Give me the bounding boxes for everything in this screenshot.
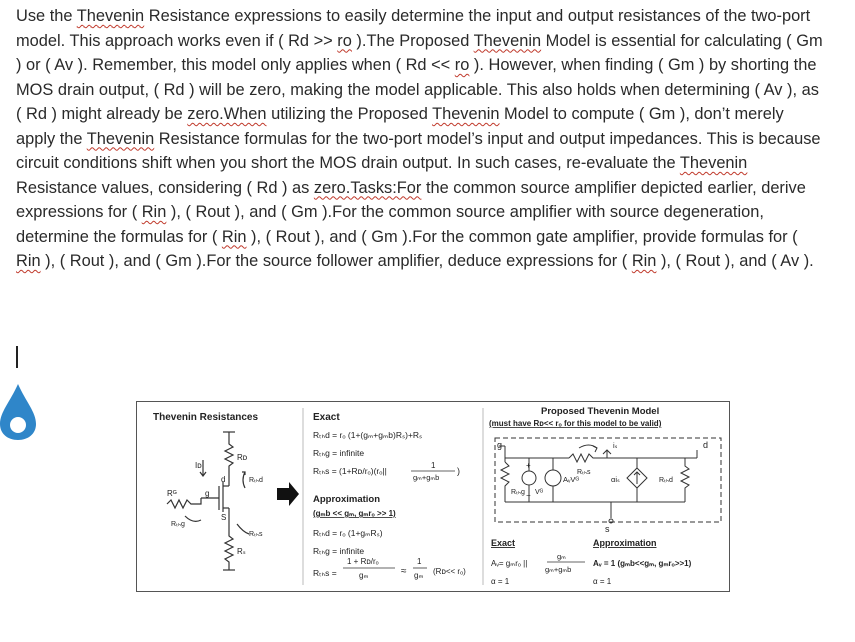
spellcheck-word: Thevenin (86, 129, 155, 148)
col3-title: Proposed Thevenin Model (541, 406, 660, 417)
spellcheck-word: zero.When (187, 105, 267, 123)
text-run: ), ( Rout ), and ( Gm ).For the common gate amplifier, provide formulas for ( (246, 227, 798, 246)
text-run: ), ( Rout ), and ( Gm ).For the source follower amplifier, deduce expressions for ( (40, 252, 632, 270)
d-node-label: d (221, 475, 226, 484)
col2-title: Exact (313, 412, 340, 423)
model-d-node: d (703, 440, 709, 450)
io-label: Iᴅ (195, 461, 202, 470)
approx-line-2: Rₜₕg = infinite (313, 546, 365, 556)
model-avvg: AᵥVᴳ (563, 475, 580, 484)
model-ais: αiₛ (611, 475, 620, 484)
text-run: utilizing the Proposed (266, 105, 433, 123)
text-run: ), ( Rout ), and ( Av ). (656, 252, 814, 270)
approx-rths: Rₜₕs = (313, 568, 337, 578)
exact-frac-num: 1 (431, 461, 436, 470)
rd-label: Rᴅ (237, 453, 248, 462)
approx-line-1: Rₜₕd = rₒ (1+gₘRₛ) (313, 528, 383, 538)
exact-line-2: Rₜₕg = infinite (313, 448, 365, 458)
text-run: Resistance formulas for the two-port model’s input and output impedances. This is because circuit conditions shift when you short the MOS drain output. In such cases, re-evaluate the (16, 129, 821, 172)
model-rthd: Rₜₕd (659, 477, 673, 484)
rthg-label: Rₜₕg (171, 521, 185, 528)
spellcheck-word: Rin (16, 252, 41, 270)
text-run: the common source amplifier depicted earlier, derive expressions for ( (16, 178, 806, 221)
col3-approx-alpha: α = 1 (593, 577, 612, 586)
model-s-node: s (605, 524, 610, 534)
model-minus: − (526, 491, 531, 500)
text-run: Resistance values, considering ( Rd ) as (16, 178, 314, 197)
exact-line-3: Rₜₕs = (1+Rᴅ/rₒ)(rₒ|| (313, 466, 387, 476)
text-run: ). However, when finding ( Gm ) by shorting the MOS drain output, ( Rd ) will be zero, making the model applicable. This also holds when determining ( Av ), as ( Rd ) might already be (16, 56, 819, 123)
spellcheck-word: ro (337, 31, 352, 50)
model-plus: + (526, 461, 531, 470)
rg-label: Rᴳ (167, 489, 177, 498)
spellcheck-word: Rin (221, 227, 247, 246)
proposed-model-circuit (495, 438, 721, 523)
s-node-label: S (221, 513, 227, 522)
thevenin-figure (136, 401, 730, 592)
approx-frac2-num: 1 (417, 557, 422, 566)
rths-label: Rₜₕs (249, 531, 263, 538)
approx-frac-den: gₘ (359, 571, 369, 580)
col3-exact-av: Aᵥ= gₘrₒ || (491, 559, 528, 568)
col3-exact-alpha: α = 1 (491, 577, 510, 586)
spellcheck-word: Rin (631, 252, 657, 270)
text-run: ), ( Rout ), and ( Gm ).For the common source amplifier with source degeneration, determine the formulas for ( (16, 203, 764, 246)
rs-label: Rₛ (237, 547, 246, 556)
exact-frac-den: gₘ+gₘb (413, 473, 440, 482)
spellcheck-word: ro (454, 56, 470, 74)
body-paragraph (16, 4, 826, 274)
col1-title: Thevenin Resistances (153, 412, 259, 423)
spellcheck-word: Thevenin (432, 105, 500, 123)
model-vg: Vᴳ (535, 489, 544, 496)
exact-line-1: Rₜₕd = rₒ (1+(gₘ+gₘb)Rₛ)+Rₛ (313, 430, 423, 440)
spellcheck-word: Rin (141, 203, 167, 221)
text-run: Model to compute ( Gm ), don’t merely apply the (16, 105, 784, 148)
text-run: Use the (16, 7, 77, 25)
approx-cond2: (Rᴅ<< rₒ) (433, 567, 466, 576)
col3-exact-av-den: gₘ+gₘb (545, 565, 572, 574)
approx-cond: (gₘb << gₘ, gₘrₒ >> 1) (313, 509, 396, 518)
model-rthg: Rₜₕg (511, 489, 525, 496)
spellcheck-word: zero.Tasks:For (313, 178, 422, 197)
text-cursor (16, 346, 18, 368)
col3-exact-label: Exact (491, 538, 516, 548)
approx-title: Approximation (313, 494, 381, 505)
model-rths: Rₜₕs (577, 469, 591, 476)
spellcheck-word: Thevenin (679, 154, 748, 172)
text-run: Model is essential for calculating ( Gm ) or ( Av ). Remember, this model only applies when ( Rd << (16, 31, 823, 74)
spellcheck-word: Thevenin (76, 7, 145, 25)
g-node-label: g (205, 489, 210, 498)
text-run: Resistance expressions to easily determine the input and output resistances of the two-port model. This approach works even if ( Rd >> (16, 7, 811, 50)
col3-exact-av-num: gₘ (557, 552, 566, 561)
col3-subtitle: (must have Rᴅ<< rₒ for this model to be valid) (489, 419, 662, 428)
exact-close-paren: ) (457, 466, 460, 476)
model-g-node: g (497, 440, 503, 450)
approx-approx-sign: ≈ (401, 566, 407, 577)
water-drop-icon[interactable] (0, 382, 40, 442)
right-arrow-icon (277, 482, 299, 506)
approx-frac2-den: gₘ (414, 571, 424, 580)
spellcheck-word: Thevenin (473, 31, 542, 50)
text-run: ).The Proposed (351, 31, 474, 50)
approx-frac-num: 1 + Rᴅ/rₒ (347, 557, 379, 566)
col3-approx-av: Aᵥ = 1 (gₘb<<gₘ, gₘrₒ>>1) (593, 559, 692, 568)
col3-approx-label: Approximation (593, 538, 657, 548)
model-is: iₛ (613, 441, 618, 450)
rthd-label: Rₜₕd (249, 477, 263, 484)
